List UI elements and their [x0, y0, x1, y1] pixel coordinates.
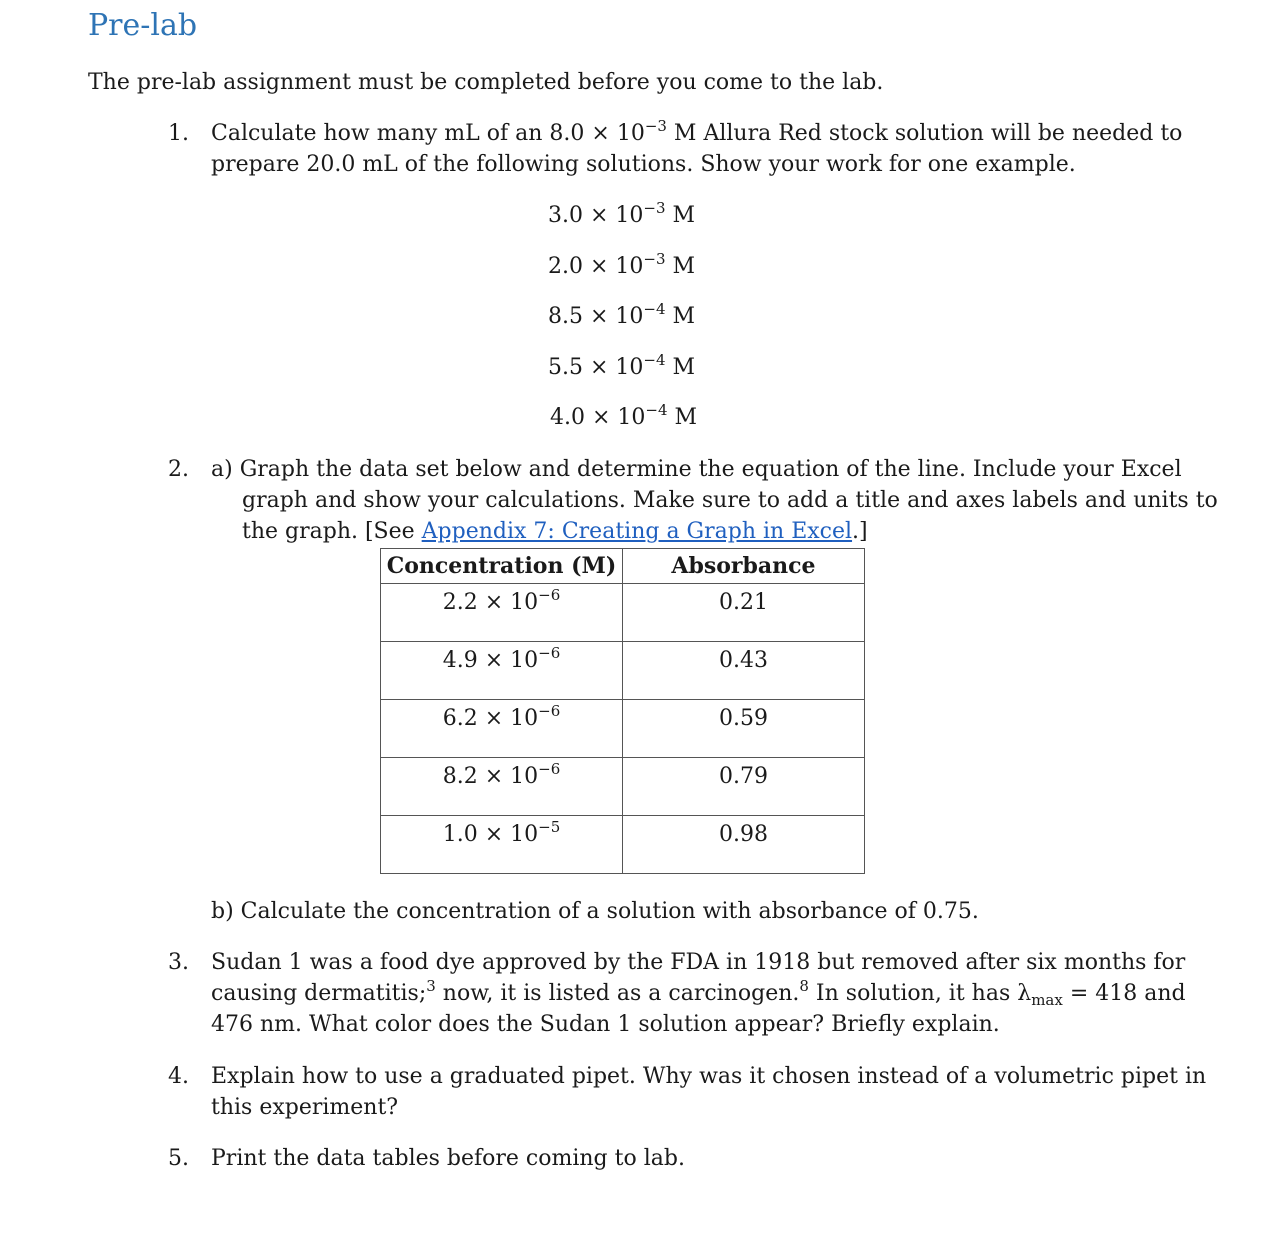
q2-line3: the graph. [See Appendix 7: Creating a Graph in Excel.] [242, 519, 868, 544]
concentration-cell: $2.2 \times 10^{-6}$ [381, 584, 623, 642]
absorbance-cell: 0.79 [623, 758, 865, 816]
absorbance-cell: 0.59 [623, 700, 865, 758]
q4-number: 4. [168, 1064, 189, 1089]
concentration-item: $3.0 \times 10^{-3}$ M [548, 199, 696, 228]
table-row [381, 700, 865, 758]
q3-line1: Sudan 1 was a food dye approved by the FDA in 1918 but removed after six months for [211, 950, 1186, 975]
header-absorbance: Absorbance [623, 549, 865, 584]
concentration-item: $5.5 \times 10^{-4}$ M [548, 351, 696, 380]
q2-number: 2. [168, 457, 189, 482]
q2-part-b: b) Calculate the concentration of a solution with absorbance of 0.75. [211, 899, 979, 924]
concentration-item: $2.0 \times 10^{-3}$ M [548, 250, 696, 279]
concentration-item: $4.0 \times 10^{-4}$ M [550, 401, 698, 430]
concentration-item: $8.5 \times 10^{-4}$ M [548, 300, 696, 329]
concentration-cell: $1.0 \times 10^{-5}$ [381, 816, 623, 874]
concentration-cell: $4.9 \times 10^{-6}$ [381, 642, 623, 700]
table-row [381, 758, 865, 816]
table-row [381, 642, 865, 700]
q4-line2: this experiment? [211, 1095, 399, 1120]
q4-line1: Explain how to use a graduated pipet. Why was it chosen instead of a volumetric pipet in [211, 1064, 1207, 1089]
data-table [380, 548, 865, 874]
q5-number: 5. [168, 1146, 189, 1171]
q3-line2: causing dermatitis;$^3$ now, it is listed as a carcinogen.$^8$ In solution, it has $\lambda_{max} = 418$ and [211, 977, 1186, 1009]
appendix-link[interactable]: Appendix 7: Creating a Graph in Excel [421, 519, 853, 544]
q2-line2: graph and show your calculations. Make sure to add a title and axes labels and units to [242, 488, 1218, 513]
table-row [381, 584, 865, 642]
concentration-cell: $8.2 \times 10^{-6}$ [381, 758, 623, 816]
q1-line1: Calculate how many mL of an $8.0 \times 10^{-3}$ M Allura Red stock solution will be needed to [211, 117, 1183, 146]
q2-line1: a) Graph the data set below and determine the equation of the line. Include your Excel [211, 457, 1182, 482]
concentration-cell: $6.2 \times 10^{-6}$ [381, 700, 623, 758]
absorbance-cell: 0.98 [623, 816, 865, 874]
q1-line2: prepare 20.0 mL of the following solutions. Show your work for one example. [211, 152, 1076, 177]
absorbance-cell: 0.43 [623, 642, 865, 700]
header-concentration: Concentration (M) [381, 549, 623, 584]
q5-line1: Print the data tables before coming to lab. [211, 1146, 685, 1171]
intro-text: The pre-lab assignment must be completed before you come to the lab. [88, 70, 884, 95]
table-row [381, 816, 865, 874]
absorbance-cell: 0.21 [623, 584, 865, 642]
page-title: Pre-lab [88, 8, 198, 43]
q1-number: 1. [168, 121, 189, 146]
q3-line3: 476 nm. What color does the Sudan 1 solution appear? Briefly explain. [211, 1012, 1000, 1037]
q3-number: 3. [168, 950, 189, 975]
